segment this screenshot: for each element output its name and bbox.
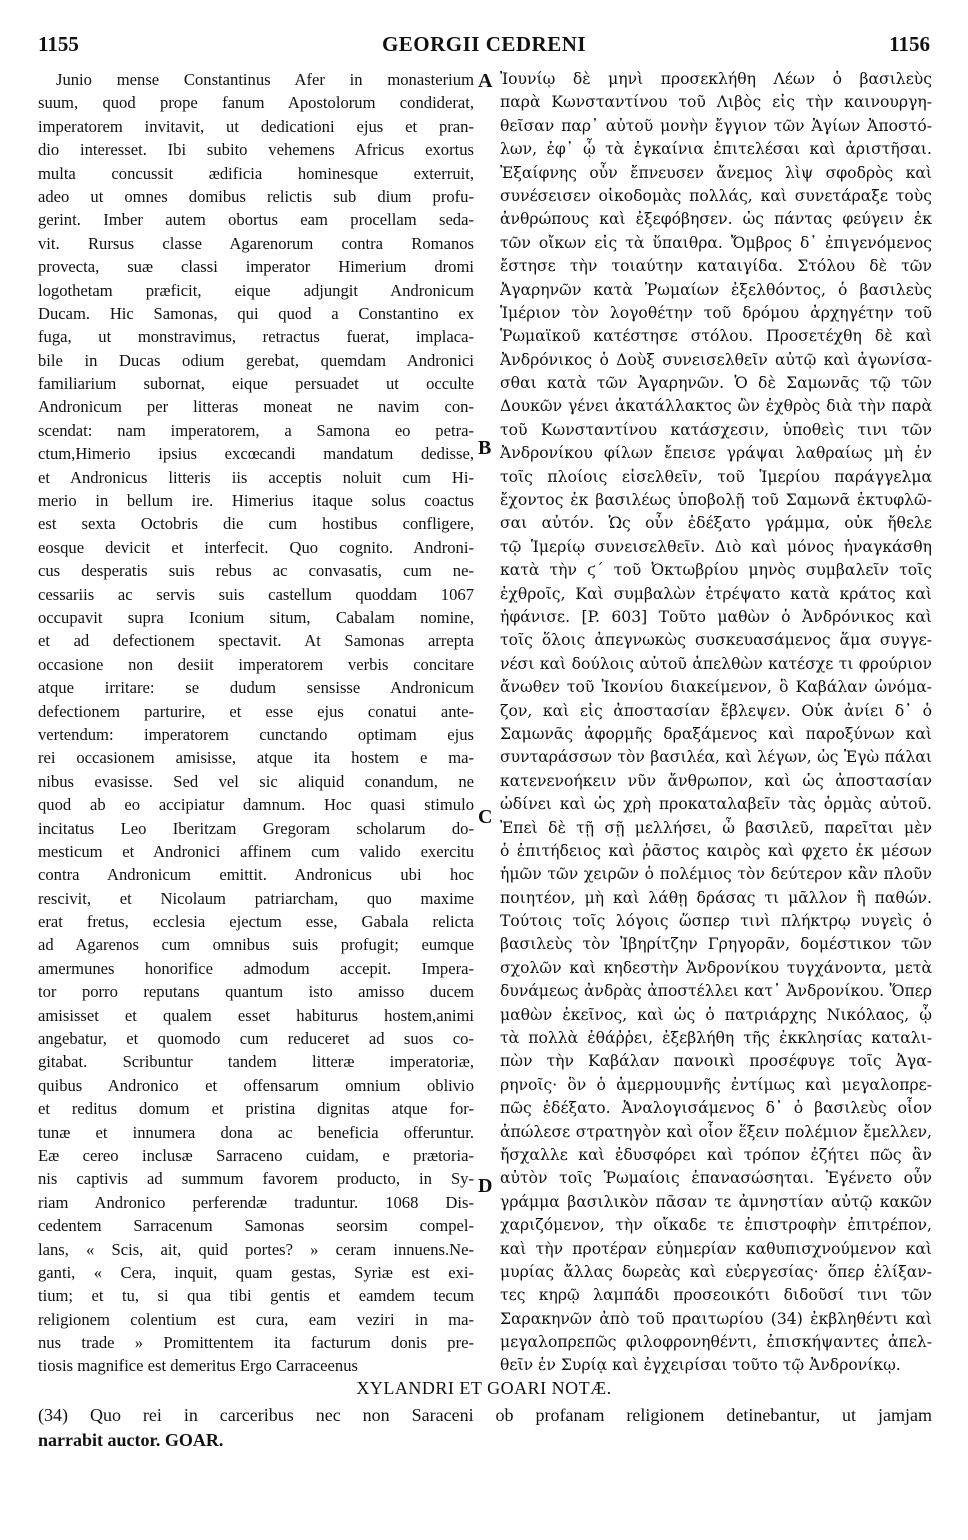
text-line: ζον, καὶ εἰς ἀποστασίαν ἔβλεψεν. Οὐκ ἀνίει δ᾽ ὁ [500,701,932,720]
text-line: Ἐξαίφνης οὖν ἔπνευσεν ἄνεμος λὶψ σφοδρὸς καὶ [500,163,932,182]
text-line: nis captivis ad summum favorem producto, in Sy- [38,1169,474,1189]
text-line: defectionem parturire, et esse ejus conatui ante- [38,701,474,721]
text-line: ganti, « Cera, inquit, quam gestas, Syriæ est exi- [38,1262,474,1282]
text-line: παρὰ Κωνσταντίνου τοῦ Λιβὸς εἰς τὴν καινουργη- [500,93,932,112]
text-line: γράμμα βασιλικὸν πᾶσαν τε ἀμνηστίαν αὐτῷ κακῶν [500,1192,932,1211]
text-line: ποιητέον, μὴ καὶ λάθῃ δράσας τι μᾶλλον ἢ παθών. [500,888,932,907]
text-line: provecta, suæ classi imperator Himerium dromi [38,257,474,277]
text-line: πὼν τὴν Καβάλαν πανοικὶ προσέφυγε τοῖς Ἀγα- [500,1052,932,1071]
running-title: GEORGII CEDRENI [381,32,587,56]
text-line: Junio mense Constantinus Afer in monasterium [56,70,474,89]
text-line: vertendum: imperatorem cunctando optimam ejus [38,724,474,744]
text-line: atque irritare: se dudum sensisse Andronicum [38,678,474,698]
text-line: Ducam. Hic Samonas, qui quod a Constantino ex [38,303,474,323]
text-line: adeo ut omnes domibus relictis sub dium profu- [38,186,474,206]
page-number-right: 1156 [889,32,930,56]
text-line: νέσι καὶ δούλοις αὐτοῦ ἀπελθὼν κατέσχε τι φρούριον [500,654,932,673]
text-line: συνταράσσων τὸν βασιλέα, καὶ λέγων, ὡς Ἐγὼ πάλαι [500,748,932,767]
text-line: angebatur, et quomodo cum reduceret ad suos co- [38,1029,474,1049]
text-line: lans, « Scis, ait, quid portes? » ceram innuens.Ne- [38,1239,474,1259]
text-line: τὰ πολλὰ ἐθάῤῥει, ἐξεβλήθη τῆς ἐκκλησίας καταλι- [500,1029,932,1048]
text-line: erat fretus, ecclesia ejectum esse, Gabala relicta [38,912,474,932]
text-line: ἀπώλεσε στρατηγὸν καὶ οἷον ἕξειν πολέμιον ἔμελλεν, [500,1122,932,1141]
text-line: et Andronicus litteris iis acceptis noluit cum Hi- [38,467,474,487]
text-line: cedentem Sarracenum Samonas seorsim compel- [38,1216,474,1236]
text-line: μαθὼν ἐκεῖνος, καὶ ὡς ὁ πατριάρχης Νικόλαος, ᾧ [500,1005,932,1024]
text-line: rei occasionem amisisse, atque ita hostem e ma- [38,748,474,768]
text-line: σαι αὐτόν. Ὡς οὖν ἐδέξατο γράμμα, οὐκ ἤθελε [500,514,932,533]
text-line: χαριζόμενον, τὴν οἴκαδε τε ἐπιστροφὴν ἐπιτρέπον, [500,1216,932,1235]
text-line: θεῖν ἐν Συρίᾳ καὶ ἐγχειρίσαι τοῦτο τῷ Ἀνδρονίκῳ. [500,1356,901,1375]
running-head [38,26,930,60]
margin-marker-d: D [478,1175,493,1197]
text-line: ctum,Himerio ipsius excœcandi mandatum dedisse, [38,444,474,464]
text-line: καὶ τὴν προτέραν εὐημερίαν καθυπισχνούμενον καὶ [500,1239,932,1258]
text-line: ἐχθροῖς, Καὶ συμβαλὼν ἐτρέψατο κατὰ κράτος καὶ [500,584,932,603]
text-line: ad Agarenos cum omnibus suis profugit; eumque [38,935,474,955]
latin-column [38,68,474,1378]
text-line: σθαι κατὰ τῶν Ἀγαρηνῶν. Ὁ δὲ Σαμωνᾶς τῷ τῶν [500,374,932,393]
text-line: ἄνωθεν τοῦ Ἰκονίου διακείμενον, ὃ Καβάλαν ὠνόμα- [500,678,932,697]
notes-title: XYLANDRI ET GOARI NOTÆ. [356,1378,612,1398]
text-line: Σαρακηνῶν ἀπὸ τοῦ πραιτωρίου (34) ἐκβληθέντι καὶ [500,1309,932,1328]
text-line: Ἀνδρόνικος ὁ Δοὺξ συνεισελθεῖν αὐτῷ καὶ ἀγωνίσα- [500,350,932,369]
text-line: μυρίας ἄλλας δωρεὰς καὶ εὐεργεσίας· ὅπερ ἐλίξαν- [500,1262,932,1281]
text-line: suum, quod prope fanum Apostolorum condiderat, [38,93,474,113]
text-line: Ἀνδρονίκου φίλων ἔπεισε γράψαι λαθραίως μὴ ἐν [500,444,932,463]
text-line: contra Andronicum emittit. Andronicus ubi hoc [38,865,474,885]
text-line: tium; et tu, si qua tibi gentis et eamdem tecum [38,1286,474,1306]
text-line: τῷ Ἱμερίῳ συνεισελθεῖν. Διὸ καὶ μόνος ἠναγκάσθη [500,537,932,556]
margin-marker-c: C [478,806,493,828]
text-line: incitatus Leo Iberitzam Gregoram scholarum do- [38,818,474,838]
text-line: merio in bellum ire. Himerius itaque solus coactus [38,491,474,511]
text-line: cus desperatis suis rebus ac convasatis, cum ne- [38,561,474,581]
text-line: vit. Rursus classe Agarenorum contra Romanos [38,233,474,253]
text-line: multa concussit ædificia hominesque exterruit, [38,163,474,183]
text-line: quod ab eo accipiatur damnum. Hoc quasi stimulo [38,795,474,815]
text-line: μεγαλοπρεπῶς φιλοφρονηθέντι, ἐπισκήψαντες ἀπελ- [500,1333,932,1352]
text-line: amisisset et qualem esset habiturus hostem,animi [38,1005,474,1025]
text-line: occasione non desiit imperatorem verbis concitare [38,654,474,674]
text-line: τοῦ Κωνσταντίνου κατάσχεσιν, ὑποθεὶς τινι τῶν [500,420,932,439]
text-line: nus trade » Promittentem ita facturum donis pre- [38,1333,474,1353]
text-line: gitabat. Scribuntur tandem litteræ imperatoriæ, [38,1052,474,1072]
text-line: ἤσχαλλε καὶ ἐδυσφόρει καὶ τρόπον ἐζήτει πῶς ἂν [500,1145,932,1164]
text-line: Σαμωνᾶς ἀφορμῆς δραξάμενος καὶ παροξύνων καὶ [500,724,932,743]
text-line: est sexta Octobris die cum hostibus confligere, [38,514,474,534]
text-line: Ῥωμαϊκοῦ κατέστησε στόλου. Προσετέχθη δὲ καὶ [500,327,932,346]
text-line: tiosis magnifice est demeritus Ergo Carraceenus [38,1356,358,1376]
text-line: συνέσεισεν οἰκοδομὰς πολλάς, καὶ συνετάραξε τοὺς [500,186,932,205]
text-line: imperatorem invitavit, ut dedicationi ejus et pran- [38,116,474,136]
text-line: τῶν οἴκων εἰς τὰ ὕπαιθρα. Ὄμβρος δ᾽ ἐπιγενόμενος [500,233,932,252]
text-line: σχολῶν καὶ κηδεστὴν Ἀνδρονίκου τυγχάνοντα, μετὰ [500,958,932,977]
text-line: πῶς ἐδέξατο. Ἀναλογισάμενος δ᾽ ὁ βασιλεὺς οἷον [500,1099,932,1118]
text-line: Ἐπεὶ δὲ τῇ σῇ μελλήσει, ὦ βασιλεῦ, παρεῖται μὲν [500,818,932,837]
text-line: occupavit supra Iconium situm, Cabalam nomine, [38,607,474,627]
text-line: familiarium subornat, eique persuadet ut occulte [38,374,474,394]
text-line: ἀνθρώπους καὶ ἐξεφόβησεν. ὡς πάντας φεύγειν ἐκ [500,210,932,229]
text-line: τες κηρῷ λαμπάδι προσεοικότι διδοῦσί τινι τῶν [500,1286,932,1305]
greek-column [500,68,932,1378]
text-line: ὠδίνει καὶ ὡς χρὴ προκαταλαβεῖν τὰς ὁρμὰς αὐτοῦ. [500,795,932,814]
text-line: amermunes honorifice admodum accepit. Impera- [38,958,474,978]
text-line: κατὰ τὴν ϛ´ τοῦ Ὀκτωβρίου μηνὸς συμβαλεῖν τοῖς [500,561,932,580]
text-line: Ἀγαρηνῶν κατὰ Ῥωμαίων ἐξελθόντος, ὁ βασιλεὺς [500,280,932,299]
text-line: riam Andronico perferendæ traduntur. 1068 Dis- [38,1192,474,1212]
text-line: dio interesset. Ibi subito vehemens Africus exortus [38,140,474,160]
text-line: τοῖς πλοίοις εἰσελθεῖν, τοῦ Ἱμερίου παράγγελμα [500,467,932,486]
text-line: ὁ ἐπιτήδειος καὶ ῥᾶστος καιρὸς καὶ φχετο ἐκ μέσων [500,841,932,860]
text-line: λων, ἐφ᾽ ᾧ τὰ ἐγκαίνια ἐπιτελέσαι καὶ ἀριστῆσαι. [500,140,932,159]
text-line: cessariis ac servis suis castellum quoddam 1067 [38,584,474,604]
text-line: αὐτὸν τοῖς Ῥωμαίοις ἐπανασώσηται. Ἐγένετο οὖν [500,1169,932,1188]
text-line: ἡμῶν τῶν χειρῶν ὁ πολέμιος τὸν δεύτερον κἂν πλοῦν [500,865,932,884]
text-line: δυνάμεως ἀνδρὰς ἀποστέλλει κατ᾽ Ἀνδρονίκου. Ὅπερ [500,982,932,1001]
text-line: Δουκῶν γένει ἀκατάλλακτος ὢν ἐχθρὸς διὰ τὴν παρὰ [500,397,932,416]
text-line: ἠφάνισε. [P. 603] Τοῦτο μαθὼν ὁ Ἀνδρόνικος καὶ [500,607,932,626]
text-line: tor porro reputans quantum isto amisso ducem [38,982,474,1002]
text-line: θεῖσαν παρ᾽ αὐτοῦ μονὴν ἔγγιον τῶν Ἁγίων Ἀποστό- [500,116,932,135]
text-line: nibus evasisse. Sed vel sic aliquid conandum, ne [38,771,474,791]
margin-marker-b: B [478,437,492,459]
text-line: Ἰουνίῳ δὲ μηνὶ προσεκλήθη Λέων ὁ βασιλεὺς [500,70,932,88]
text-line: mesticum et Andronici affinem cum valido exercitu [38,841,474,861]
page-number-left: 1155 [38,32,79,56]
note-line-2: narrabit auctor. GOAR. [38,1430,224,1450]
text-line: ρηνοῖς· ὃν ὁ ἀμερμουμνῆς ἐντίμως καὶ μεγαλοπρε- [500,1075,932,1094]
text-line: gerint. Imber autem obortus eam procellam seda- [38,210,474,230]
margin-marker-a: A [478,70,493,92]
text-line: κατενενοήκειν νῦν ἄνθρωπον, καὶ ὡς ἀποστασίαν [500,771,932,790]
text-line: eosque devicit et interfecit. Quo cognito. Androni- [38,537,474,557]
text-line: logothetam præficit, eique adjungit Andronicum [38,280,474,300]
text-line: Ἱμέριον τὸν λογοθέτην τοῦ δρόμου ἀρχηγέτην τοῦ [500,303,932,322]
text-line: tunæ et innumera dona ac beneficia offeruntur. [38,1122,474,1142]
text-line: religionem colentium est cura, eam veziri in ma- [38,1309,474,1329]
text-line: βασιλεὺς τὸν Ἰβηρίτζην Γρηγορᾶν, δομέστικον τῶν [500,935,932,954]
text-line: ἔχοντος ἐκ βασιλέως ὑποβολῇ τοῦ Σαμωνᾶ ἐκτυφλῶ- [500,491,932,510]
text-line: et ad defectionem spectavit. At Samonas arrepta [38,631,474,651]
text-line: Eæ cereo inclusæ Sarraceno cuidam, e prætoria- [38,1145,474,1165]
text-line: rescivit, et Nicolaum patriarcham, quo maxime [38,888,474,908]
text-line: τοῖς ὅλοις ἀπεγνωκὼς συσκευασάμενος ἅμα συγγε- [500,631,932,650]
text-line: scendat: nam imperatorem, a Samona eo petra- [38,420,474,440]
text-line: fuga, ut monstravimus, retractus fuerat, implaca- [38,327,474,347]
note-line-1: (34) Quo rei in carceribus nec non Saraceni ob profanam religionem detinebantur, ut jamjam [38,1405,932,1425]
text-line: Andronicum per litteras moneat ne navim con- [38,397,474,417]
text-line: quibus Andronico et offensarum omnium oblivio [38,1075,474,1095]
text-line: Τούτοις τοῖς λόγοις ὥσπερ τινὶ πλήκτρῳ νυγεὶς ὁ [500,912,932,931]
text-line: et reditus domum et pristina dignitas atque for- [38,1099,474,1119]
text-line: bile in Ducas odium gerebat, quemdam Andronici [38,350,474,370]
text-line: ἔστησε τὴν τοιαύτην καταιγίδα. Στόλου δὲ τῶν [500,257,932,276]
